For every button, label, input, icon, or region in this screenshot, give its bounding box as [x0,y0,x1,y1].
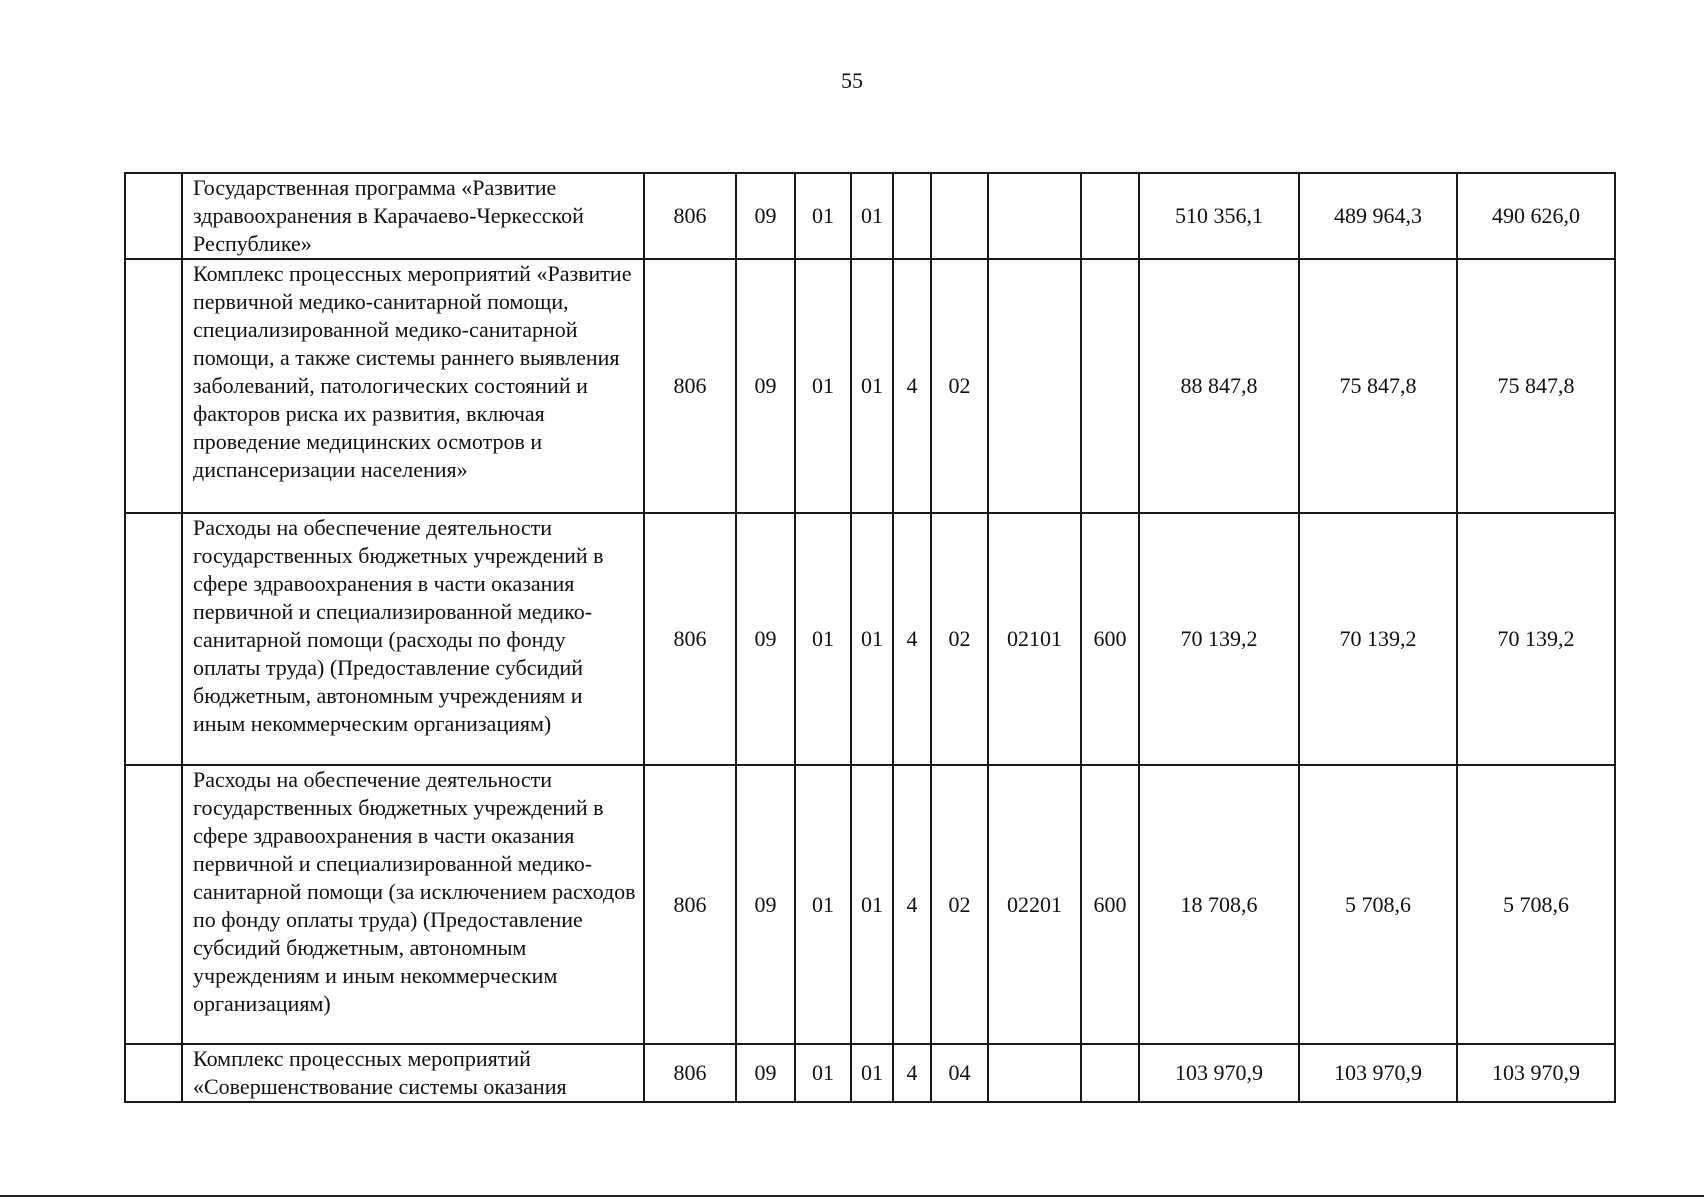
target-article-program: 01 [851,513,893,765]
target-article-type: 4 [893,513,931,765]
target-article-program: 01 [851,259,893,513]
amount-year-1: 70 139,2 [1139,513,1299,765]
target-article-type: 4 [893,1044,931,1102]
item-name: Расходы на обеспечение деятельности государственных бюджетных учреждений в сфере здравоохранения в части оказания первичной и специализированной медико-санитарной помощи (за исключением расходов по фонду оплаты труда) (Предоставление субсидий бюджетным, автономным учреждениям и иным некоммерческим организациям) [182,765,644,1044]
amount-year-2: 103 970,9 [1299,1044,1457,1102]
target-article-complex [931,173,988,259]
section-code: 09 [736,765,795,1044]
row-number-cell [125,765,182,1044]
ved-code: 806 [644,765,736,1044]
expense-type-code: 600 [1081,513,1139,765]
target-article-program: 01 [851,1044,893,1102]
target-article-direction [988,259,1081,513]
amount-year-3: 70 139,2 [1457,513,1615,765]
target-article-complex: 04 [931,1044,988,1102]
ved-code: 806 [644,1044,736,1102]
expense-type-code [1081,1044,1139,1102]
amount-year-3: 5 708,6 [1457,765,1615,1044]
amount-year-1: 18 708,6 [1139,765,1299,1044]
amount-year-2: 75 847,8 [1299,259,1457,513]
subsection-code: 01 [795,259,851,513]
table-row [125,513,1615,765]
item-name: Комплекс процессных мероприятий «Совершенствование системы оказания [182,1044,644,1102]
ved-code: 806 [644,259,736,513]
ved-code: 806 [644,173,736,259]
amount-year-3: 75 847,8 [1457,259,1615,513]
amount-year-1: 103 970,9 [1139,1044,1299,1102]
target-article-direction [988,1044,1081,1102]
expense-type-code: 600 [1081,765,1139,1044]
table-row [125,173,1615,259]
budget-table [124,172,1616,1103]
table-row [125,765,1615,1044]
target-article-type [893,173,931,259]
subsection-code: 01 [795,173,851,259]
subsection-code: 01 [795,1044,851,1102]
target-article-direction: 02201 [988,765,1081,1044]
table-row [125,259,1615,513]
target-article-program: 01 [851,765,893,1044]
row-number-cell [125,173,182,259]
table-row [125,1044,1615,1102]
target-article-complex: 02 [931,259,988,513]
target-article-program: 01 [851,173,893,259]
item-name: Комплекс процессных мероприятий «Развитие первичной медико-санитарной помощи, специализированной медико-санитарной помощи, а также системы раннего выявления заболеваний, патологических состояний и факторов риска их развития, включая проведение медицинских осмотров и диспансеризации населения» [182,259,644,513]
section-code: 09 [736,173,795,259]
item-name: Государственная программа «Развитие здравоохранения в Карачаево-Черкесской Республике» [182,173,644,259]
target-article-complex: 02 [931,513,988,765]
target-article-type: 4 [893,765,931,1044]
expense-type-code [1081,259,1139,513]
target-article-type: 4 [893,259,931,513]
amount-year-3: 103 970,9 [1457,1044,1615,1102]
amount-year-2: 489 964,3 [1299,173,1457,259]
amount-year-1: 88 847,8 [1139,259,1299,513]
page-number: 55 [841,68,863,93]
amount-year-2: 5 708,6 [1299,765,1457,1044]
section-code: 09 [736,1044,795,1102]
ved-code: 806 [644,513,736,765]
section-code: 09 [736,259,795,513]
item-name: Расходы на обеспечение деятельности государственных бюджетных учреждений в сфере здравоохранения в части оказания первичной и специализированной медико-санитарной помощи (расходы по фонду оплаты труда) (Предоставление субсидий бюджетным, автономным учреждениям и иным некоммерческим организациям) [182,513,644,765]
target-article-direction: 02101 [988,513,1081,765]
target-article-complex: 02 [931,765,988,1044]
amount-year-3: 490 626,0 [1457,173,1615,259]
amount-year-1: 510 356,1 [1139,173,1299,259]
row-number-cell [125,1044,182,1102]
target-article-direction [988,173,1081,259]
amount-year-2: 70 139,2 [1299,513,1457,765]
expense-type-code [1081,173,1139,259]
section-code: 09 [736,513,795,765]
page-bottom-edge [0,1195,1704,1197]
row-number-cell [125,259,182,513]
subsection-code: 01 [795,765,851,1044]
subsection-code: 01 [795,513,851,765]
row-number-cell [125,513,182,765]
